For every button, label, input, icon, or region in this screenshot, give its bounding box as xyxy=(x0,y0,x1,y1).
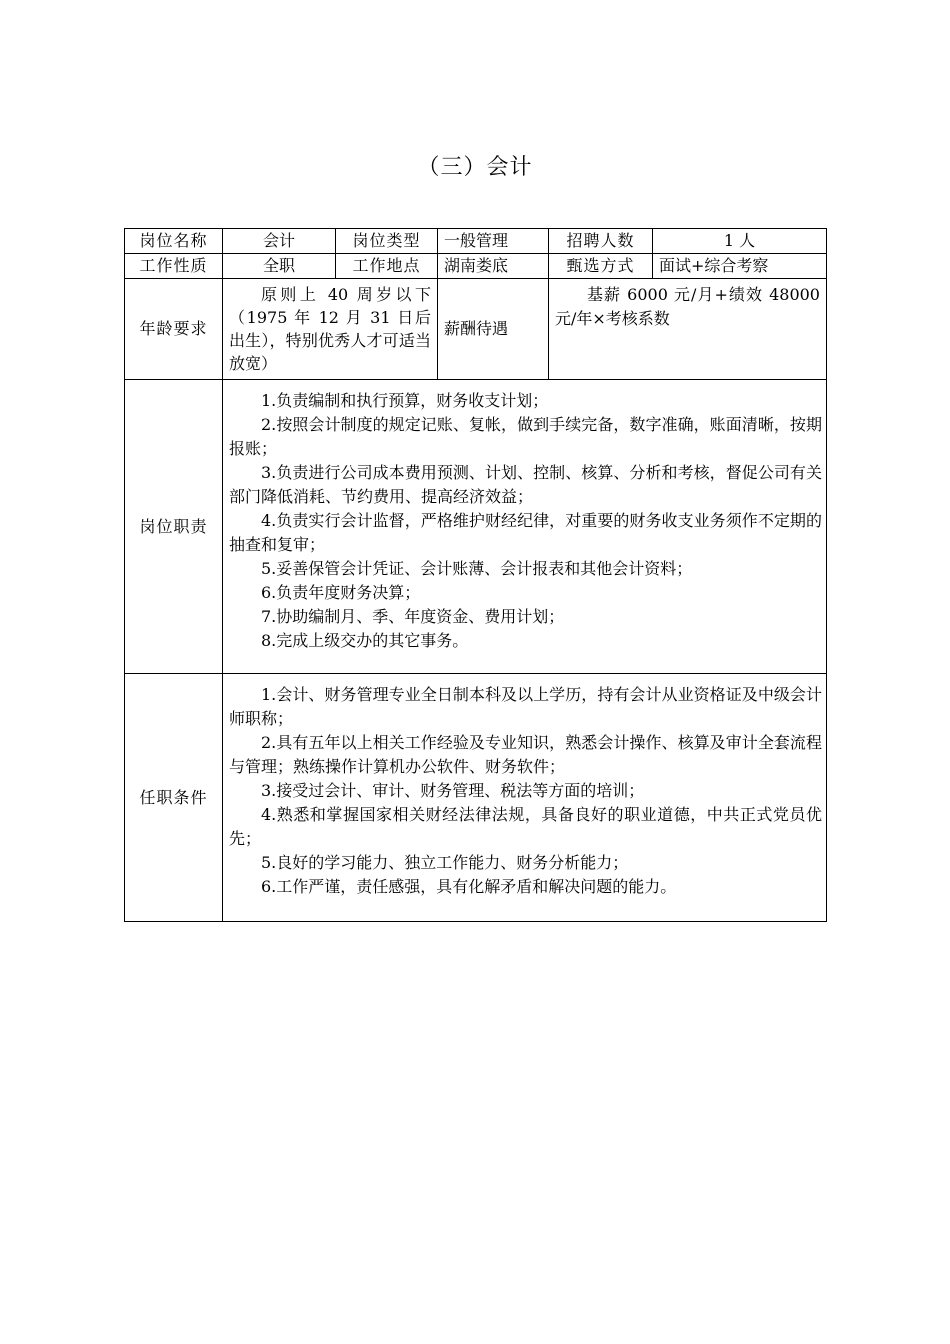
list-item: 8.完成上级交办的其它事务。 xyxy=(261,631,469,650)
salary-value: 基薪 6000 元/月+绩效 48000 元/年×考核系数 xyxy=(555,285,820,328)
list-item: 5.良好的学习能力、独立工作能力、财务分析能力； xyxy=(261,853,629,872)
list-item: 3.接受过会计、审计、财务管理、税法等方面的培训； xyxy=(261,781,645,800)
requirements-label: 任职条件 xyxy=(125,674,223,922)
list-item: 6.工作严谨，责任感强，具有化解矛盾和解决问题的能力。 xyxy=(261,877,677,896)
table-row xyxy=(125,279,827,380)
table-row xyxy=(125,254,827,279)
list-item: 5.妥善保管会计凭证、会计账薄、会计报表和其他会计资料； xyxy=(261,559,693,578)
table-row xyxy=(125,674,827,922)
list-item: 4.熟悉和掌握国家相关财经法律法规，具备良好的职业道德，中共正式党员优先； xyxy=(229,805,822,848)
list-item: 4.负责实行会计监督，严格维护财经纪律，对重要的财务收支业务须作不定期的抽查和复审； xyxy=(229,511,822,554)
job-description-table xyxy=(124,228,827,922)
duties-label: 岗位职责 xyxy=(125,380,223,674)
post-type-label: 岗位类型 xyxy=(336,229,438,254)
selection-value: 面试+综合考察 xyxy=(653,254,827,279)
table-row xyxy=(125,380,827,674)
requirements-list xyxy=(223,674,827,922)
list-item: 1.会计、财务管理专业全日制本科及以上学历，持有会计从业资格证及中级会计师职称； xyxy=(229,685,822,728)
list-item: 7.协助编制月、季、年度资金、费用计划； xyxy=(261,607,565,626)
list-item: 2.按照会计制度的规定记账、复帐，做到手续完备，数字准确，账面清晰，按期报账； xyxy=(229,415,822,458)
salary-label: 薪酬待遇 xyxy=(438,279,549,380)
location-value: 湖南娄底 xyxy=(438,254,549,279)
age-value: 原则上 40 周岁以下（1975 年 12 月 31 日后出生），特别优秀人才可适当放宽） xyxy=(229,285,431,373)
list-item: 6.负责年度财务决算； xyxy=(261,583,421,602)
list-item: 1.负责编制和执行预算，财务收支计划； xyxy=(261,391,549,410)
nature-value: 全职 xyxy=(223,254,336,279)
headcount-value: 1 人 xyxy=(653,229,827,254)
post-name-label: 岗位名称 xyxy=(125,229,223,254)
post-name-value: 会计 xyxy=(223,229,336,254)
list-item: 2.具有五年以上相关工作经验及专业知识，熟悉会计操作、核算及审计全套流程与管理；熟练操作计算机办公软件、财务软件； xyxy=(229,733,822,776)
age-label: 年龄要求 xyxy=(125,279,223,380)
selection-label: 甄选方式 xyxy=(549,254,653,279)
nature-label: 工作性质 xyxy=(125,254,223,279)
headcount-label: 招聘人数 xyxy=(549,229,653,254)
list-item: 3.负责进行公司成本费用预测、计划、控制、核算、分析和考核，督促公司有关部门降低消耗、节约费用、提高经济效益； xyxy=(229,463,822,506)
post-type-value: 一般管理 xyxy=(438,229,549,254)
page-title: （三）会计 xyxy=(417,155,533,180)
location-label: 工作地点 xyxy=(336,254,438,279)
duties-list xyxy=(223,380,827,674)
table-row xyxy=(125,229,827,254)
